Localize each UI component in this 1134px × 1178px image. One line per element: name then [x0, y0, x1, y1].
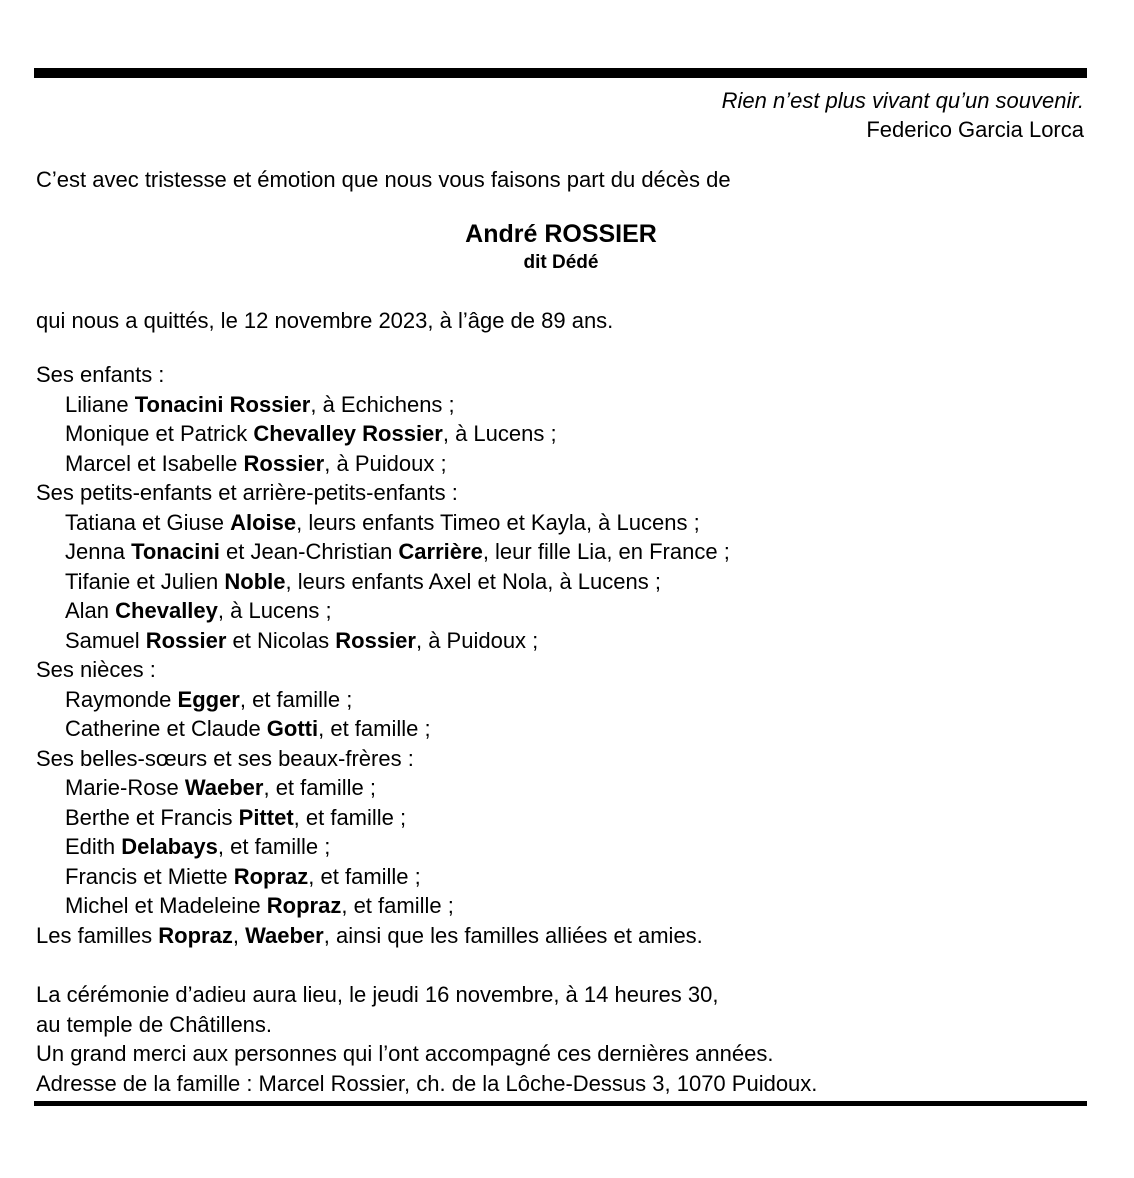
- deceased-nickname: dit Dédé: [523, 252, 599, 273]
- family-member-line: Marie-Rose Waeber, et famille ;: [65, 775, 376, 800]
- top-rule: [34, 68, 1087, 78]
- family-member-line: Samuel Rossier et Nicolas Rossier, à Puidoux ;: [65, 627, 539, 653]
- family-member-line: Michel et Madeleine Ropraz, et famille ;: [65, 893, 454, 918]
- family-member-line: Jenna Tonacini et Jean-Christian Carrière, leur fille Lia, en France ;: [65, 539, 730, 564]
- family-list: [36, 360, 1134, 950]
- family-member-line: Edith Delabays, et famille ;: [65, 834, 331, 859]
- family-member-line: Berthe et Francis Pittet, et famille ;: [65, 804, 407, 830]
- closing-line: Un grand merci aux personnes qui l’ont accompagné ces dernières années.: [36, 1041, 774, 1066]
- family-group-header: Ses enfants :: [36, 362, 165, 387]
- family-member-line: Liliane Tonacini Rossier, à Echichens ;: [65, 391, 455, 417]
- family-member-line: Marcel et Isabelle Rossier, à Puidoux ;: [65, 450, 447, 476]
- quote-text: Rien n’est plus vivant qu’un souvenir.: [721, 88, 1084, 113]
- quote-block: [36, 86, 1084, 144]
- family-member-line: Catherine et Claude Gotti, et famille ;: [65, 716, 431, 741]
- family-group-header: Ses belles-sœurs et ses beaux-frères :: [36, 745, 414, 771]
- deceased-name: André ROSSIER: [465, 220, 657, 248]
- family-member-line: Francis et Miette Ropraz, et famille ;: [65, 863, 421, 889]
- family-member-line: Tifanie et Julien Noble, leurs enfants Axel et Nola, à Lucens ;: [65, 568, 661, 594]
- closing-block: [36, 980, 1134, 1098]
- death-date-line: qui nous a quittés, le 12 novembre 2023, à l’âge de 89 ans.: [36, 308, 614, 333]
- family-member-line: Tatiana et Giuse Aloise, leurs enfants Timeo et Kayla, à Lucens ;: [65, 509, 700, 535]
- family-member-line: Monique et Patrick Chevalley Rossier, à Lucens ;: [65, 421, 557, 446]
- deceased-block: [36, 219, 1086, 275]
- family-member-line: Alan Chevalley, à Lucens ;: [65, 598, 332, 623]
- closing-line: La cérémonie d’adieu aura lieu, le jeudi 16 novembre, à 14 heures 30,: [36, 982, 719, 1007]
- closing-line: Adresse de la famille : Marcel Rossier, ch. de la Lôche-Dessus 3, 1070 Puidoux.: [36, 1070, 818, 1096]
- bottom-rule: [34, 1101, 1087, 1106]
- closing-line: au temple de Châtillens.: [36, 1011, 273, 1037]
- family-group-header: Ses petits-enfants et arrière-petits-enfants :: [36, 480, 458, 505]
- family-group-header: Ses nièces :: [36, 657, 156, 682]
- intro-text: C’est avec tristesse et émotion que nous vous faisons part du décès de: [36, 167, 731, 192]
- allied-families-line: Les familles Ropraz, Waeber, ainsi que les familles alliées et amies.: [36, 922, 703, 948]
- family-member-line: Raymonde Egger, et famille ;: [65, 686, 353, 712]
- quote-attribution: Federico Garcia Lorca: [866, 117, 1084, 142]
